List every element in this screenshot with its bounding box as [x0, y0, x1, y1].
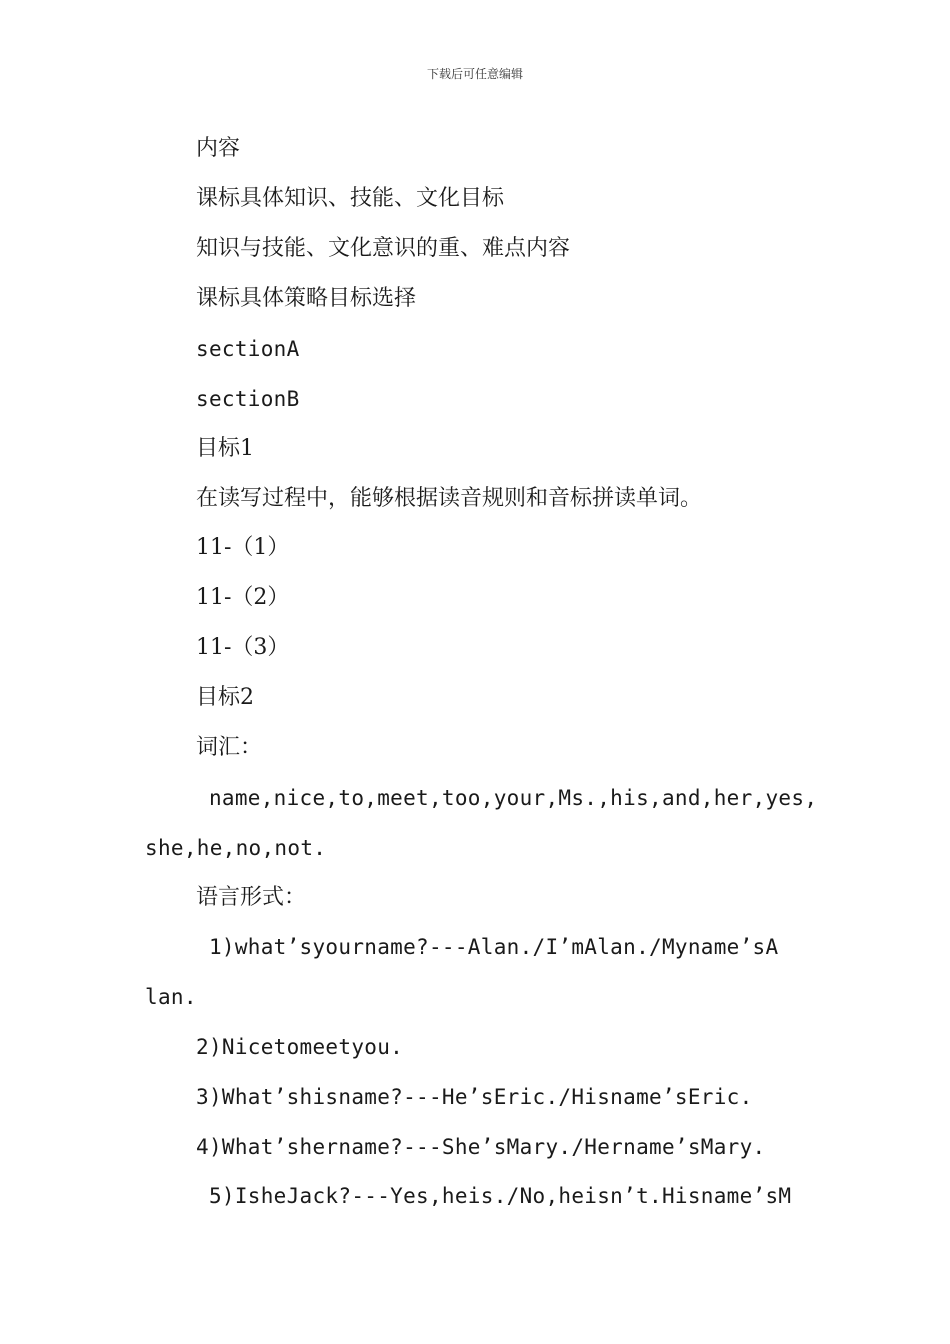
- text-line: 11-（2）: [196, 585, 290, 610]
- text-line: 课标具体策略目标选择: [196, 286, 417, 311]
- text-line: 11-（1）: [196, 535, 290, 560]
- text-line: sectionB: [196, 387, 300, 411]
- text-line: lan.: [145, 985, 197, 1009]
- text-line: 3)What’shisname?---He’sEric./Hisname’sEric.: [196, 1085, 753, 1109]
- text-line: name,nice,to,meet,too,your,Ms.,his,and,her,yes,: [196, 786, 818, 810]
- page-header: 下载后可任意编辑: [426, 67, 523, 81]
- text-line: sectionA: [196, 337, 300, 361]
- text-line: 知识与技能、文化意识的重、难点内容: [196, 236, 571, 261]
- text-line: 2)Nicetomeetyou.: [196, 1035, 404, 1059]
- text-line: 内容: [196, 136, 241, 161]
- text-line: 课标具体知识、技能、文化目标: [196, 186, 505, 211]
- text-line: she,he,no,not.: [145, 836, 327, 860]
- text-line: 目标1: [196, 436, 254, 461]
- text-line: 词汇：: [196, 735, 263, 760]
- text-line: 5)IsheJack?---Yes,heis./No,heisn’t.Hisname’sM: [196, 1184, 792, 1208]
- text-line: 目标2: [196, 685, 254, 710]
- text-line: 语言形式：: [196, 885, 307, 910]
- text-line: 1)what’syourname?---Alan./I’mAlan./Myname’sA: [196, 935, 779, 959]
- text-line: 在读写过程中，能够根据读音规则和音标拼读单词。: [196, 486, 703, 511]
- text-line: 4)What’shername?---She’sMary./Hername’sMary.: [196, 1135, 766, 1159]
- text-line: 11-（3）: [196, 635, 290, 660]
